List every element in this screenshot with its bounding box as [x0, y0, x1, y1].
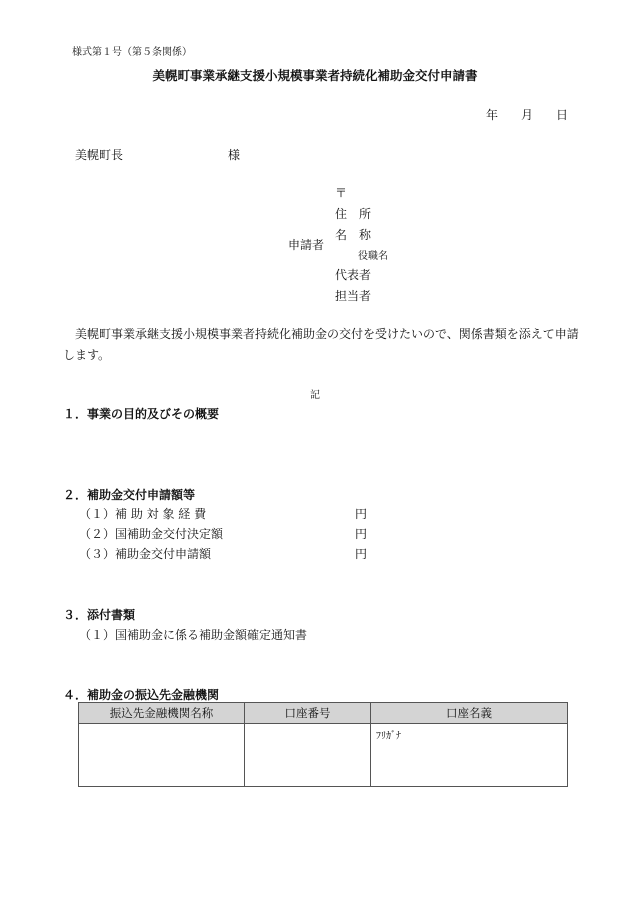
amount-item-label: （３）補助金交付申請額 — [79, 547, 212, 561]
amount-item-label: （１）補 助 対 象 経 費 — [79, 507, 207, 521]
date-year: 年 — [486, 108, 499, 122]
account-holder-cell[interactable] — [371, 724, 568, 787]
date-day: 日 — [556, 108, 569, 122]
section4-heading: ４．補助金の振込先金融機関 — [63, 688, 220, 702]
addressee-name: 美幌町長 — [75, 148, 124, 162]
amount-item-unit: 円 — [355, 547, 368, 561]
representative-label: 代表者 — [335, 268, 372, 282]
postal-mark: 〒 — [335, 186, 348, 200]
request-text-line1: 美幌町事業承継支援小規模事業者持続化補助金の交付を受けたいので、関係書類を添えて申請 — [75, 327, 579, 341]
title-label: 役職名 — [358, 251, 388, 262]
account-number-cell[interactable] — [245, 724, 371, 787]
addressee-honorific: 様 — [228, 148, 241, 162]
table-header-row — [79, 703, 568, 724]
bank-name-cell[interactable] — [79, 724, 245, 787]
section1-heading: １．事業の目的及びその概要 — [63, 407, 220, 421]
section2-heading: ２．補助金交付申請額等 — [63, 488, 196, 502]
form-number: 様式第１号（第５条関係） — [72, 47, 192, 58]
amount-item-unit: 円 — [355, 507, 368, 521]
table-row — [79, 724, 568, 787]
date-month: 月 — [521, 108, 534, 122]
account-number-header: 口座番号 — [245, 703, 371, 724]
bank-account-table — [78, 702, 568, 787]
ki-mark: 記 — [310, 390, 320, 401]
address-label: 住 所 — [335, 207, 372, 221]
section3-heading: ３．添付書類 — [63, 608, 136, 622]
attachment-item: （１）国補助金に係る補助金額確定通知書 — [79, 628, 308, 642]
document-title: 美幌町事業承継支援小規模事業者持続化補助金交付申請書 — [152, 68, 478, 83]
amount-item-unit: 円 — [355, 527, 368, 541]
request-text-line2: します。 — [63, 348, 111, 362]
applicant-label: 申請者 — [288, 238, 325, 252]
bank-name-header: 振込先金融機関名称 — [79, 703, 245, 724]
amount-item-label: （２）国補助金交付決定額 — [79, 527, 224, 541]
account-holder-header: 口座名義 — [371, 703, 568, 724]
contact-label: 担当者 — [335, 289, 372, 303]
name-label: 名 称 — [335, 228, 372, 242]
furigana-label: ﾌﾘｶﾞﾅ — [376, 731, 401, 742]
